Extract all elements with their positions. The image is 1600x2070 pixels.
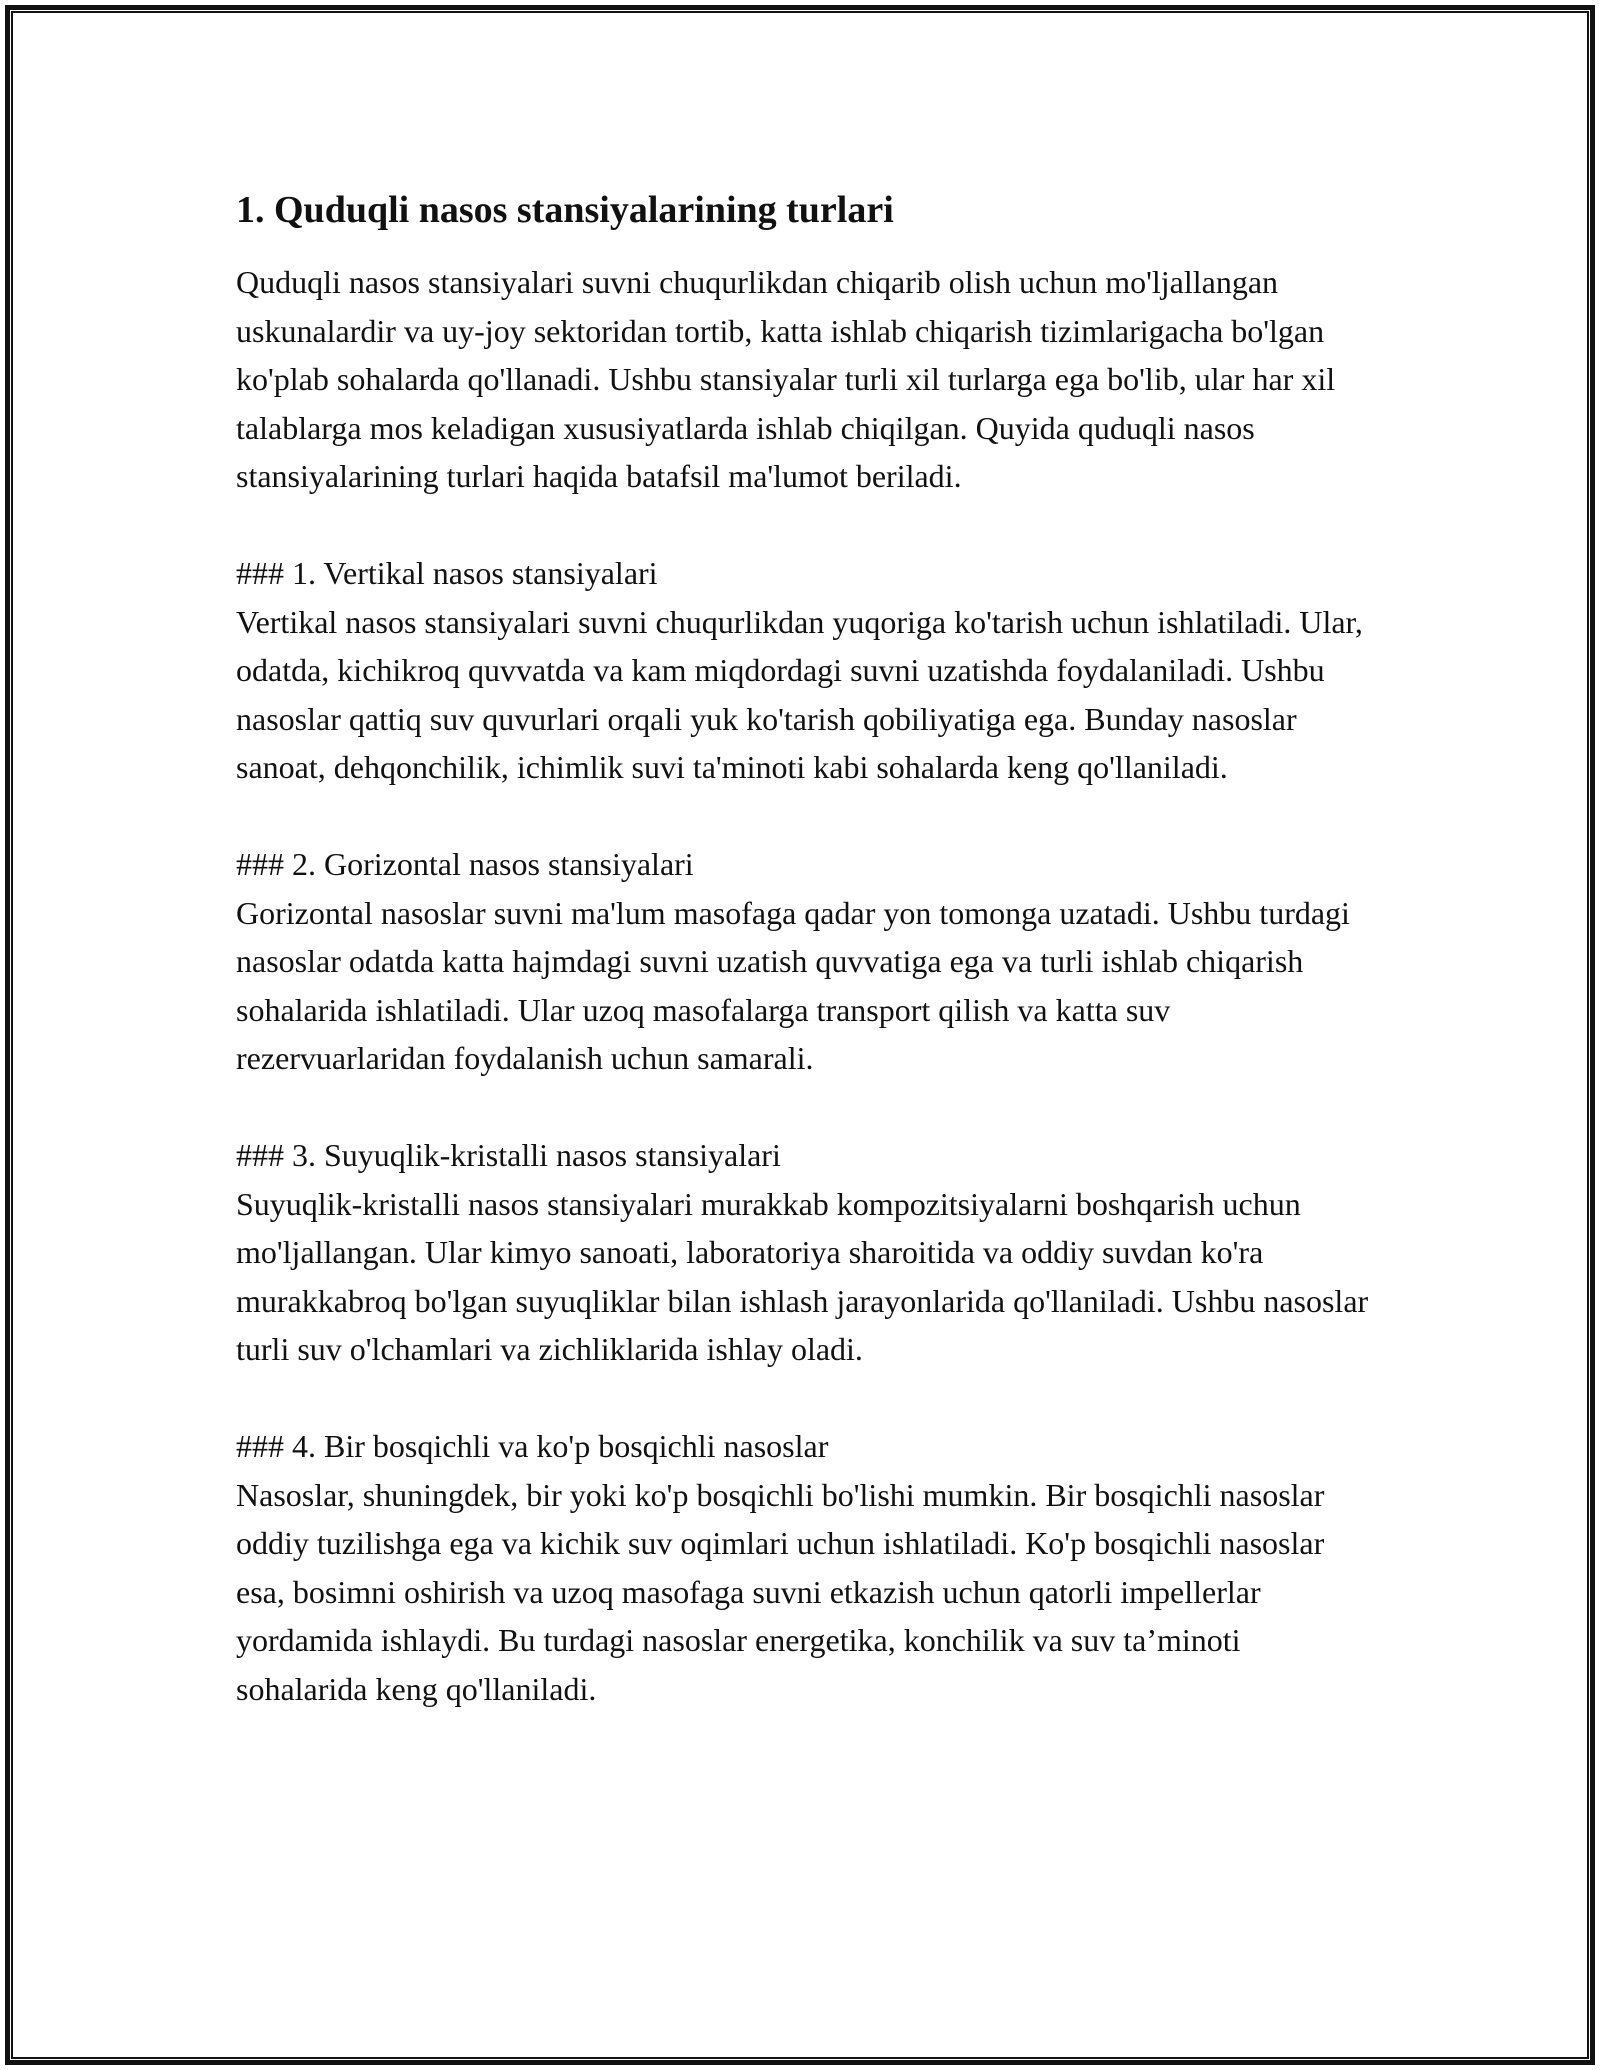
section-heading: ### 1. Vertikal nasos stansiyalari (236, 555, 658, 591)
section-stage-pumps (236, 1422, 1376, 1713)
section-paragraph: Suyuqlik-kristalli nasos stansiyalari murakkab kompozitsiyalarni boshqarish uchun mo'ljallangan. Ular kimyo sanoati, laboratoriya sharoitida va oddiy suvdan ko'ra murakkabroq bo'lgan suyuqliklar bilan ishlash jarayonlarida qo'llaniladi. Ushbu nasoslar turli suv o'lchamlari va zichliklarida ishlay oladi. (236, 1185, 1369, 1367)
section-vertical-pumps (236, 549, 1376, 792)
section-liquid-crystal-pumps (236, 1131, 1376, 1374)
section-heading: ### 3. Suyuqlik-kristalli nasos stansiyalari (236, 1137, 781, 1173)
section-paragraph: Nasoslar, shuningdek, bir yoki ko'p bosqichli bo'lishi mumkin. Bir bosqichli nasoslar oddiy tuzilishga ega va kichik suv oqimlari uchun ishlatiladi. Ko'p bosqichli nasoslar esa, bosimni oshirish va uzoq masofaga suvni etkazish uchun qatorli impellerlar yordamida ishlaydi. Bu turdagi nasoslar energetika, konchilik va suv ta’minoti sohalarida keng qo'llaniladi. (236, 1476, 1325, 1707)
document-title: 1. Quduqli nasos stansiyalarining turlari (236, 189, 894, 231)
section-heading: ### 2. Gorizontal nasos stansiyalari (236, 846, 694, 882)
section-horizontal-pumps (236, 840, 1376, 1083)
document-body (236, 186, 1376, 1713)
section-heading: ### 4. Bir bosqichli va ko'p bosqichli nasoslar (236, 1428, 829, 1464)
section-paragraph: Gorizontal nasoslar suvni ma'lum masofaga qadar yon tomonga uzatadi. Ushbu turdagi nasoslar odatda katta hajmdagi suvni uzatish quvvatiga ega va turli ishlab chiqarish sohalarida ishlatiladi. Ular uzoq masofalarga transport qilish va katta suv rezervuarlaridan foydalanish uchun samarali. (236, 894, 1350, 1076)
section-paragraph: Vertikal nasos stansiyalari suvni chuqurlikdan yuqoriga ko'tarish uchun ishlatiladi. Ular, odatda, kichikroq quvvatda va kam miqdordagi suvni uzatishda foydalaniladi. Ushbu nasoslar qattiq suv quvurlari orqali yuk ko'tarish qobiliyatiga ega. Bunday nasoslar sanoat, dehqonchilik, ichimlik suvi ta'minoti kabi sohalarda keng qo'llaniladi. (236, 603, 1363, 785)
intro-paragraph: Quduqli nasos stansiyalari suvni chuqurlikdan chiqarib olish uchun mo'ljallangan uskunalardir va uy-joy sektoridan tortib, katta ishlab chiqarish tizimlarigacha bo'lgan ko'plab sohalarda qo'llanadi. Ushbu stansiyalar turli xil turlarga ega bo'lib, ular har xil talablarga mos keladigan xususiyatlarda ishlab chiqilgan. Quyida quduqli nasos stansiyalarining turlari haqida batafsil ma'lumot beriladi. (236, 264, 1336, 494)
